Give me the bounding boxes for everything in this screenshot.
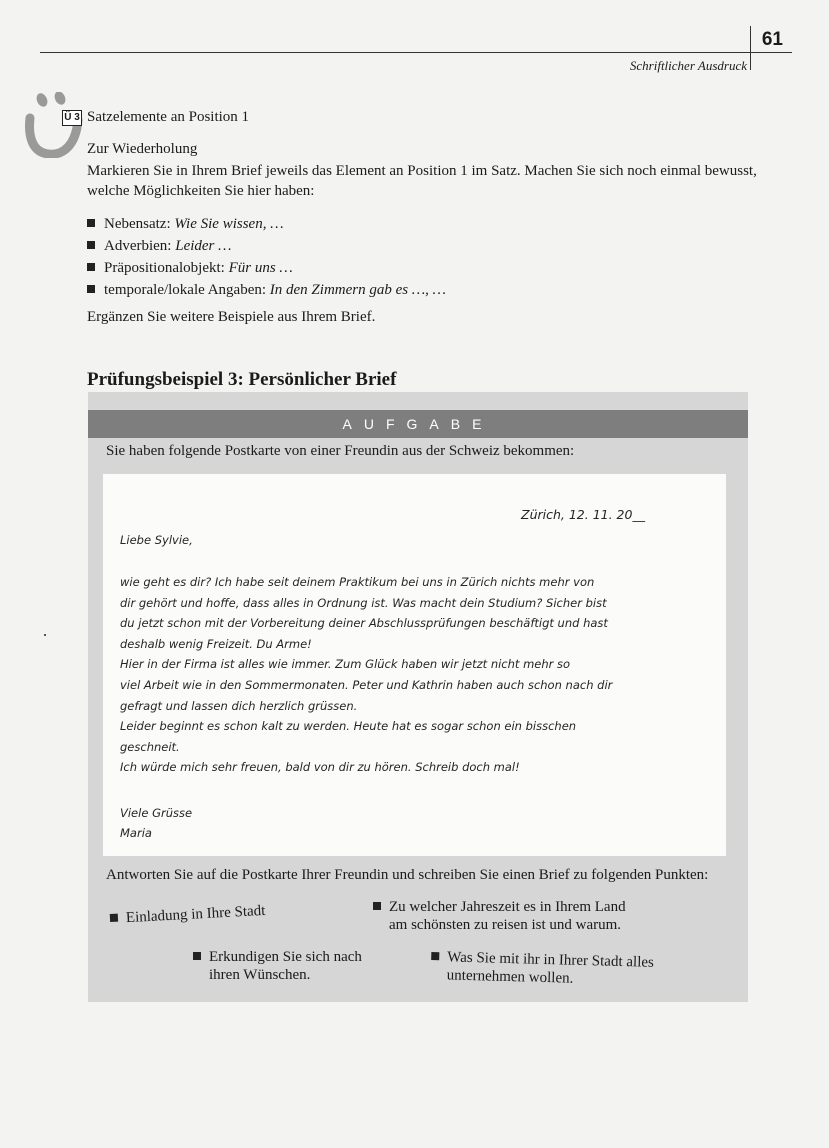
postcard-line: deshalb wenig Freizeit. Du Arme! (120, 636, 312, 651)
list-item: temporale/lokale Angaben: In den Zimmern gab es …, … (87, 279, 446, 301)
bullet-square-icon (373, 902, 381, 910)
postcard-date: Zürich, 12. 11. 20__ (521, 507, 645, 522)
postcard-line: Hier in der Firma ist alles wie immer. Zum Glück haben wir jetzt nicht mehr so (120, 657, 571, 672)
task-label: AUFGABE (342, 416, 494, 432)
task-point-season: Zu welcher Jahreszeit es in Ihrem Land am schönsten zu reisen ist und warum. (373, 898, 703, 934)
exercise-extra-instruction: Ergänzen Sie weitere Beispiele aus Ihrem Brief. (87, 309, 376, 325)
task-point-activities: Was Sie mit ihr in Ihrer Stadt alles unternehmen wollen. (431, 948, 722, 992)
exercise-instruction: Markieren Sie in Ihrem Brief jeweils das Element an Position 1 im Satz. Machen Sie sich noch einmal bewusst, welche Möglichkeiten Sie hier haben: (87, 163, 757, 199)
postcard-signature: Maria (120, 826, 152, 840)
answer-instruction: Antworten Sie auf die Postkarte Ihrer Freundin und schreiben Sie einen Brief zu folgenden Punkten: (106, 867, 709, 883)
running-title: Schriftlicher Ausdruck (629, 58, 747, 73)
exercise-bullet-list (87, 213, 446, 301)
exam-section-title: Prüfungsbeispiel 3: Persönlicher Brief (87, 369, 397, 390)
exercise-title: Satzelemente an Position 1 (87, 109, 250, 125)
bullet-square-icon (193, 952, 201, 960)
bullet-square-icon (431, 952, 439, 960)
exercise-subheading: Zur Wiederholung (87, 141, 198, 157)
task-intro: Sie haben folgende Postkarte von einer Freundin aus der Schweiz bekommen: (106, 443, 575, 459)
list-item: Präpositionalobjekt: Für uns … (87, 257, 446, 279)
postcard-greeting: Viele Grüsse (120, 806, 193, 820)
postcard-closing (120, 803, 192, 843)
postcard-line: viel Arbeit wie in den Sommermonaten. Peter und Kathrin haben auch schon nach dir (120, 677, 613, 692)
postcard-line: wie geht es dir? Ich habe seit deinem Praktikum bei uns in Zürich nichts mehr von (120, 575, 595, 589)
list-item: Nebensatz: Wie Sie wissen, … (87, 213, 446, 235)
bullet-square-icon (87, 219, 95, 227)
postcard-line: dir gehört und hoffe, dass alles in Ordnung ist. Was macht dein Studium? Sicher bist (120, 595, 607, 610)
postcard-line: du jetzt schon mit der Vorbereitung deiner Abschlussprüfungen beschäftigt und hast (120, 616, 608, 631)
postcard-line: geschneit. (120, 739, 180, 754)
postcard-body (120, 572, 720, 778)
bullet-square-icon (87, 241, 95, 249)
postcard-line: Leider beginnt es schon kalt zu werden. Heute hat es sogar schon ein bisschen (120, 719, 577, 734)
bullet-square-icon (87, 263, 95, 271)
stray-dot (44, 634, 46, 636)
task-point-invitation: Einladung in Ihre Stadt (110, 902, 266, 928)
page-number: 61 (761, 29, 783, 50)
postcard-salutation: Liebe Sylvie, (120, 533, 193, 547)
exercise-badge: Ü 3 (62, 110, 82, 126)
postcard-line: gefragt und lassen dich herzlich grüssen. (120, 698, 358, 713)
bullet-square-icon (87, 285, 95, 293)
postcard-line: Ich würde mich sehr freuen, bald von dir zu hören. Schreib doch mal! (120, 760, 520, 775)
header-rule (40, 52, 792, 53)
task-point-wishes: Erkundigen Sie sich nach ihren Wünschen. (193, 948, 403, 984)
bullet-square-icon (110, 914, 118, 922)
list-item: Adverbien: Leider … (87, 235, 446, 257)
header-divider (750, 26, 751, 70)
